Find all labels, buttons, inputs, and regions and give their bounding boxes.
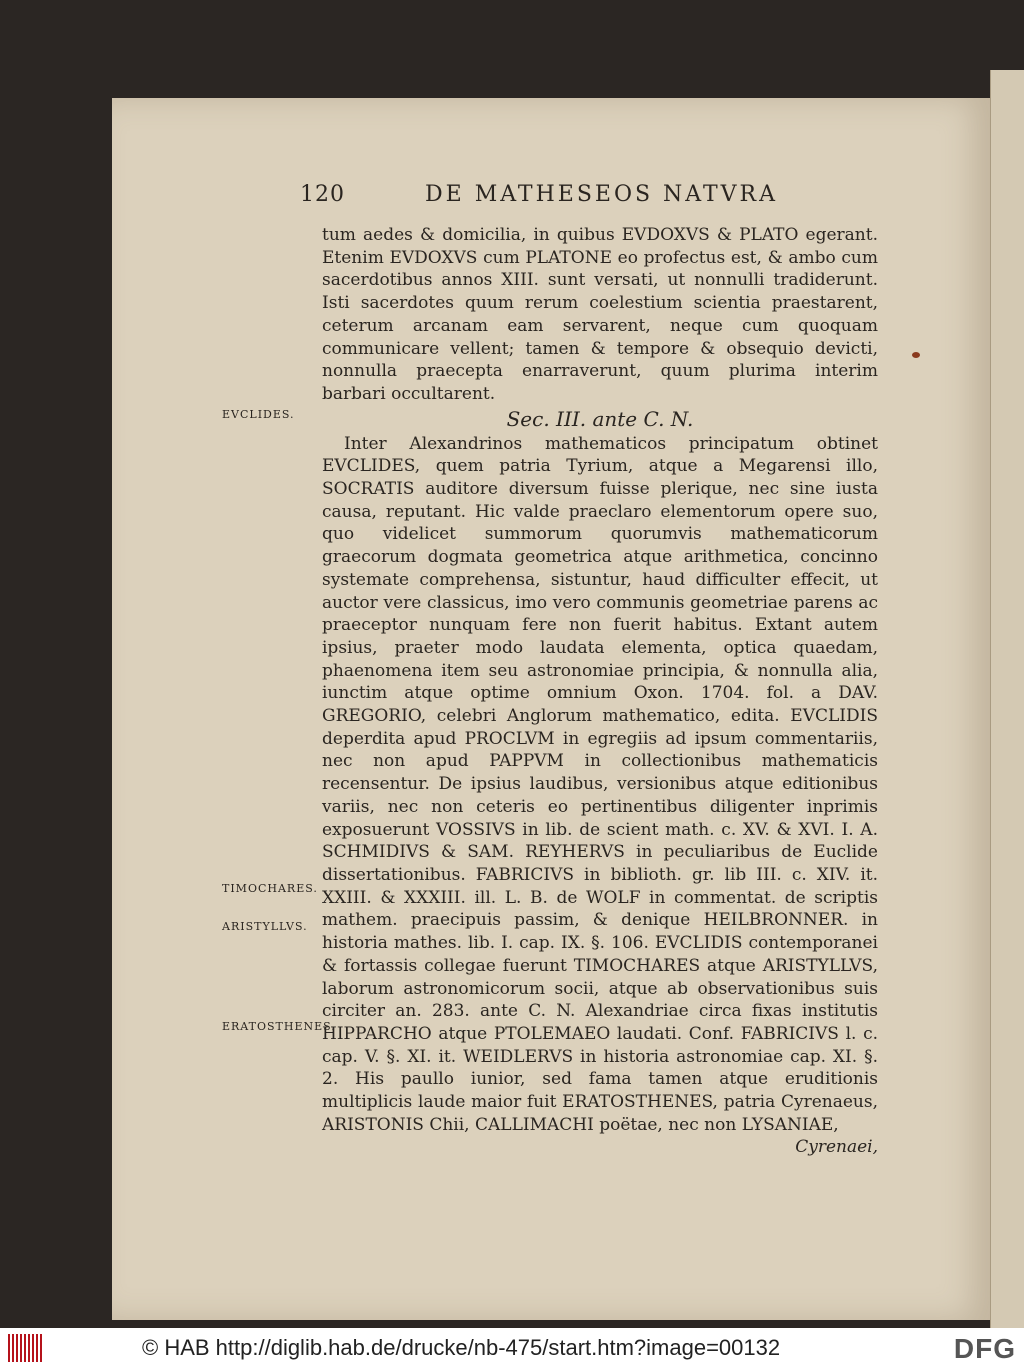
margin-note-timochares: TIMOCHARES. (222, 882, 318, 895)
paragraph-euclides: Inter Alexandrinos mathematicos principatum obtinet EVCLIDES, quem patria Tyrium, atque a Megarensi illo, SOCRATIS auditore diversum fuisse plerique, nec sine iusta causa, reputant. Hic valde praeclaro elementorum opere suo, quo videlicet summorum quorumvis mathematicorum graecorum dogmata geometrica atque arithmetica, concinno systemate comprehensa, sistuntur, haud difficulter effecit, ut auctor vere classicus, imo vero communis geometriae parens ac praeceptor nunquam fere non fuerit habitus. Extant autem ipsius, praeter modo laudata elementa, optica quaedam, phaenomena item seu astronomiae principia, & nonnulla alia, iunctim atque optime omnium Oxon. 1704. fol. a DAV. GREGORIO, celebri Anglorum mathematico, edita. EVCLIDIS deperdita apud PROCLVM in egregiis ad ipsum commentariis, nec non apud PAPPVM in collectionibus mathematicis recensentur. De ipsius laudibus, versionibus atque editionibus variis, nec non ceteris eo pertinentibus diligenter inprimis exposuerunt VOSSIVS in lib. de scient math. c. XV. & XVI. I. A. SCHMIDIVS & SAM. REYHERVS in peculiaribus de Euclide dissertationibus. FABRICIVS in biblioth. gr. lib III. c. XIV. it. XXIII. & XXXIII. ill. L. B. de WOLF in commentat. de scriptis mathem. praecipuis passim, & denique HEILBRONNER. in historia mathes. lib. I. cap. IX. §. 106. EVCLIDIS contemporanei & fortassis collegae fuerunt TIMOCHARES atque ARISTYLLVS, laborum astronomicorum socii, atque ab observationibus suis circiter an. 283. ante C. N. Alexandriae circa fixas institutis HIPPARCHO atque PTOLEMAEO laudati. Conf. FABRICIVS l. c. cap. V. §. XI. it. WEIDLERVS in historia astronomiae cap. XI. §. 2. His paullo iunior, sed fama tamen atque eruditionis multiplicis laude maior fuit ERATOSTHENES, patria Cyrenaeus, ARISTONIS Chii, CALLIMACHI poëtae, nec non LYSANIAE, (322, 433, 878, 1135)
hab-barcode-icon (8, 1334, 44, 1362)
footer-bar (0, 1328, 1024, 1368)
catchword: Cyrenaei, (795, 1137, 878, 1158)
margin-note-eratosthenes: ERATOSTHENES. (222, 1020, 336, 1033)
running-head: DE MATHESEOS NATVRA (425, 182, 779, 207)
section-heading: Sec. III. ante C. N. (506, 406, 694, 431)
page-header (300, 182, 870, 212)
margin-note-aristyllus: ARISTYLLVS. (222, 920, 308, 933)
ink-spot (912, 352, 920, 358)
footer-credit-link[interactable]: © HAB http://diglib.hab.de/drucke/nb-475/start.htm?image=00132 (142, 1335, 781, 1360)
dfg-logo: DFG (953, 1333, 1016, 1364)
body-text (322, 224, 878, 1159)
page-number: 120 (300, 182, 345, 207)
facing-page-edge (990, 70, 1024, 1330)
margin-note-euclides: EVCLIDES. (222, 408, 295, 421)
paragraph-continuation: tum aedes & domicilia, in quibus EVDOXVS & PLATO egerant. Etenim EVDOXVS cum PLATONE eo profectus est, & ambo cum sacerdotibus annos XIII. sunt versati, ut nonnulli tradiderunt. Isti sacerdotes quum rerum coelestium scientia praestarent, ceterum arcanam eam servarent, neque cum quoquam communicare vellent; tamen & tempore & obsequio devicti, nonnulla praecepta enarraverunt, quum plurima interim barbari occultarent. (322, 225, 878, 404)
